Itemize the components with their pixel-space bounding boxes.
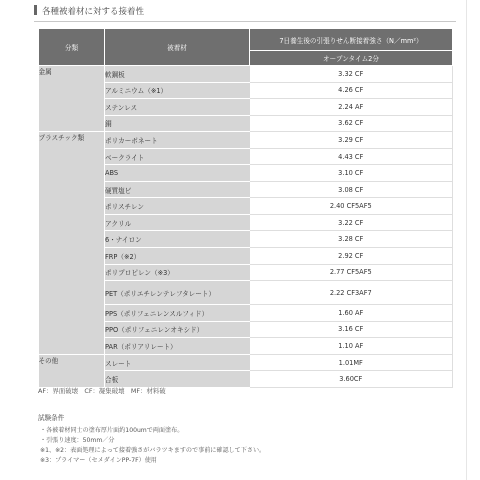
material-cell: PET（ポリエチレンテレフタレート） bbox=[105, 281, 250, 305]
condition-line: ・引張り速度：50mm／分 bbox=[40, 437, 115, 444]
material-cell: ステンレス bbox=[105, 99, 250, 116]
material-cell: ポリカーボネート bbox=[105, 132, 250, 149]
strength-value-cell: 1.01MF bbox=[250, 354, 453, 371]
header-material: 被着材 bbox=[105, 29, 250, 66]
table-body bbox=[39, 66, 453, 388]
strength-value-cell: 3.28 CF bbox=[250, 231, 453, 248]
material-cell: 合板 bbox=[105, 371, 250, 388]
adhesion-table bbox=[38, 28, 453, 388]
material-cell: 軟鋼板 bbox=[105, 66, 250, 83]
material-cell: スレート bbox=[105, 354, 250, 371]
section-heading bbox=[34, 5, 456, 22]
condition-line: ※1、※2：表面処理によって接着強さがバラツキますので事前に確認して下さい。 bbox=[40, 447, 266, 454]
strength-value-cell: 2.40 CF5AF5 bbox=[250, 198, 453, 215]
material-cell: ポリプロピレン（※3） bbox=[105, 264, 250, 281]
material-cell: アルミニウム（※1） bbox=[105, 82, 250, 99]
strength-value-cell: 3.62 CF bbox=[250, 115, 453, 132]
heading-bar-icon bbox=[34, 5, 37, 15]
material-cell: ABS bbox=[105, 165, 250, 182]
material-cell: 硬質塩ビ bbox=[105, 181, 250, 198]
material-cell: 銅 bbox=[105, 115, 250, 132]
material-cell: PPO（ポリフェニレンオキシド） bbox=[105, 321, 250, 338]
strength-value-cell: 2.24 AF bbox=[250, 99, 453, 116]
failure-legend: AF：界面破壊 CF：凝集破壊 MF：材料破 bbox=[38, 387, 166, 395]
strength-value-cell: 3.08 CF bbox=[250, 181, 453, 198]
conditions-title: 試験条件 bbox=[38, 414, 65, 422]
category-cell: 金属 bbox=[39, 66, 105, 132]
right-border-line bbox=[466, 0, 467, 480]
strength-value-cell: 2.22 CF3AF7 bbox=[250, 281, 453, 305]
material-cell: FRP（※2） bbox=[105, 248, 250, 265]
material-cell: PPS（ポリフェニレンスルフィド） bbox=[105, 305, 250, 322]
strength-value-cell: 3.29 CF bbox=[250, 132, 453, 149]
header-open-time: オープンタイム2分 bbox=[250, 51, 453, 66]
conditions-list bbox=[40, 426, 265, 466]
strength-value-cell: 4.43 CF bbox=[250, 148, 453, 165]
strength-value-cell: 1.10 AF bbox=[250, 338, 453, 355]
strength-value-cell: 3.10 CF bbox=[250, 165, 453, 182]
condition-line: ※3：プライマー（セメダインPP-7F）使用 bbox=[40, 457, 157, 464]
strength-value-cell: 2.92 CF bbox=[250, 248, 453, 265]
table-row bbox=[39, 354, 453, 371]
material-cell: 6・ナイロン bbox=[105, 231, 250, 248]
material-cell: アクリル bbox=[105, 214, 250, 231]
strength-value-cell: 3.16 CF bbox=[250, 321, 453, 338]
header-category: 分類 bbox=[39, 29, 105, 66]
strength-value-cell: 1.60 AF bbox=[250, 305, 453, 322]
header-strength: 7日養生後の引張りせん断接着強さ（N／mm²） bbox=[250, 29, 453, 51]
strength-value-cell: 2.77 CF5AF5 bbox=[250, 264, 453, 281]
strength-value-cell: 3.32 CF bbox=[250, 66, 453, 83]
material-cell: ポリスチレン bbox=[105, 198, 250, 215]
strength-value-cell: 3.22 CF bbox=[250, 214, 453, 231]
condition-line: ・各被着材同士の塗布厚片面約100umで両面塗布。 bbox=[40, 427, 184, 434]
category-cell: プラスチック類 bbox=[39, 132, 105, 355]
strength-value-cell: 4.26 CF bbox=[250, 82, 453, 99]
category-cell: その他 bbox=[39, 354, 105, 387]
strength-value-cell: 3.60CF bbox=[250, 371, 453, 388]
material-cell: PAR（ポリアリレート） bbox=[105, 338, 250, 355]
material-cell: ベークライト bbox=[105, 148, 250, 165]
table-row bbox=[39, 66, 453, 83]
heading-text: 各種被着材に対する接着性 bbox=[42, 7, 145, 17]
table-row bbox=[39, 132, 453, 149]
